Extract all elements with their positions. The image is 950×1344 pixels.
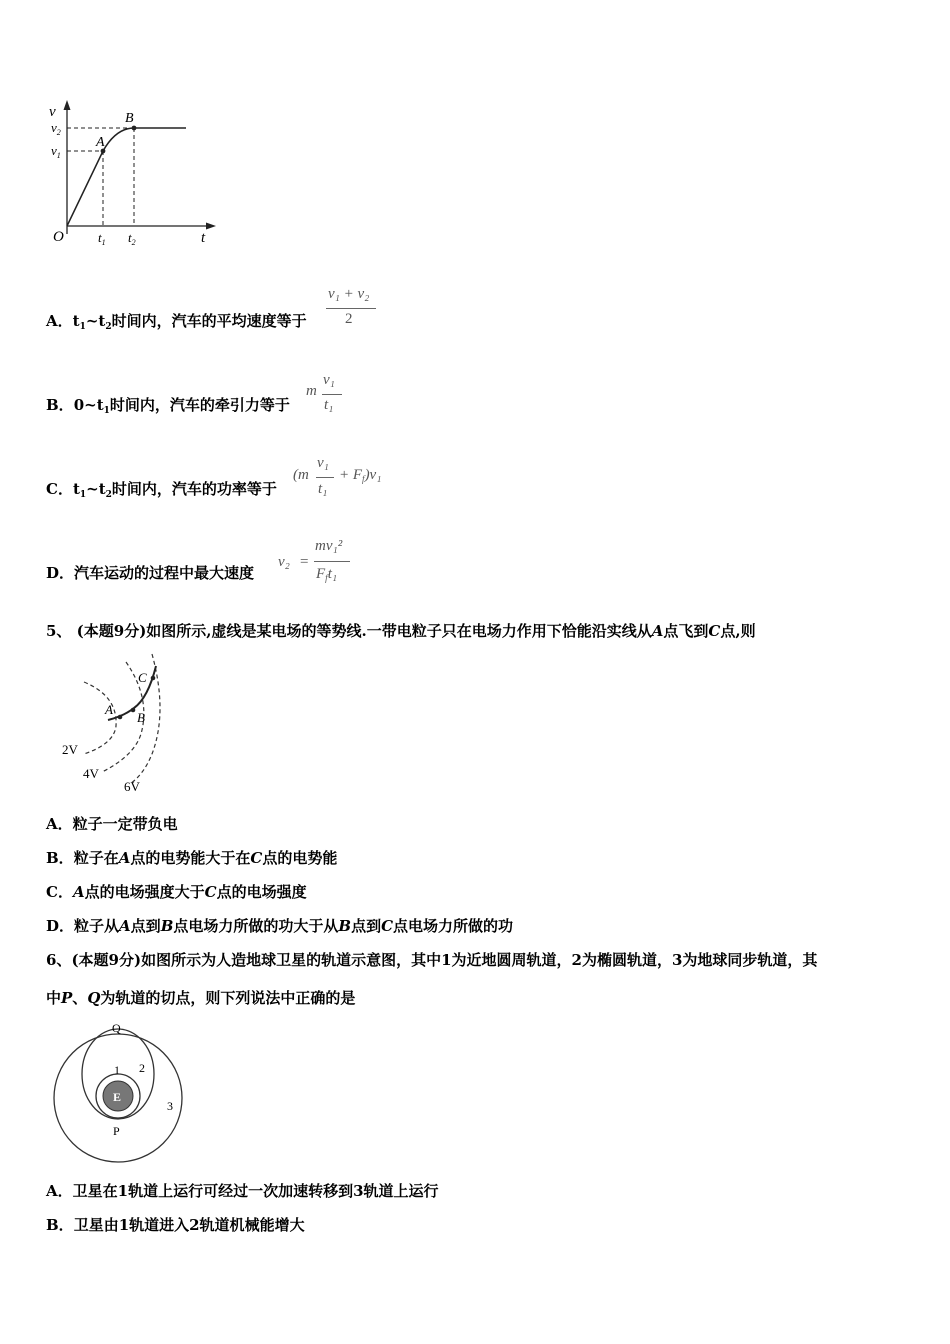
q4-option-d[interactable]: D．汽车运动的过程中最大速度 [46,564,255,582]
v1-label: $v_1$ [51,143,61,160]
satellite-orbit-figure [50,1018,200,1164]
q5-option-b[interactable]: B．粒子在A点的电势能大于在C点的电势能 [46,849,338,867]
q4-option-a[interactable]: A．$t_1\sim t_2$时间内，汽车的平均速度等于 [46,312,307,332]
question-6-line-2: 中P、Q为轨道的切点，则下列说法中正确的是 [46,989,356,1007]
q-point-label: Q [112,1021,121,1035]
potential-6v-label: 6V [124,779,140,794]
potential-4v-label: 4V [83,766,99,781]
formula-a: v₁ + v₂ 2 [326,286,376,332]
q4-option-b[interactable]: B．$0\sim t_1$时间内，汽车的牵引力等于 [46,396,290,416]
origin-label: O [53,229,64,245]
x-axis-label: t [201,230,206,246]
point-a-label: A [105,702,113,717]
t1-label: $t_1$ [98,230,106,247]
question-5: 5、 (本题9分)如图所示,虚线是某电场的等势线.一带电粒子只在电场力作用下恰能沿实线从A点飞到C点,则 [46,622,756,640]
velocity-time-graph [44,96,224,248]
point-c-label: C [138,670,147,685]
q5-option-a[interactable]: A．粒子一定带负电 [46,815,178,833]
y-axis-label: v [49,104,56,120]
orbit-2-label: 2 [139,1061,145,1075]
question-6-line-1: 6、(本题9分)如图所示为人造地球卫星的轨道示意图，其中1为近地圆周轨道，2为椭圆轨道，3为地球同步轨道，其 [46,951,818,969]
v2-label: $v_2$ [51,120,61,137]
electric-field-figure [56,650,168,798]
potential-2v-label: 2V [62,742,78,757]
formula-b: m v₁ t₁ [306,372,346,418]
q5-option-c[interactable]: C．A点的电场强度大于C点的电场强度 [46,883,307,901]
q5-option-d[interactable]: D．粒子从A点到B点电场力所做的功大于从B点到C点电场力所做的功 [46,917,514,935]
formula-c: (m v₁ t₁ + $F_f)v_1$ [293,455,382,497]
point-a-label: A [96,135,105,150]
t2-label: $t_2$ [128,230,136,247]
earth-label: E [113,1090,122,1104]
formula-d: v₂ = mv₁² $F_ft_1$ [278,538,358,590]
orbit-3-label: 3 [167,1099,173,1113]
q6-option-a[interactable]: A．卫星在1轨道上运行可经过一次加速转移到3轨道上运行 [46,1182,439,1200]
p-point-label: P [113,1124,120,1138]
point-b-label: B [137,710,145,725]
q6-option-b[interactable]: B．卫星由1轨道进入2轨道机械能增大 [46,1216,305,1234]
orbit-1-label: 1 [114,1063,120,1077]
q4-option-c[interactable]: C．$t_1\sim t_2$时间内，汽车的功率等于 [46,480,277,500]
point-b-label: B [125,111,134,126]
